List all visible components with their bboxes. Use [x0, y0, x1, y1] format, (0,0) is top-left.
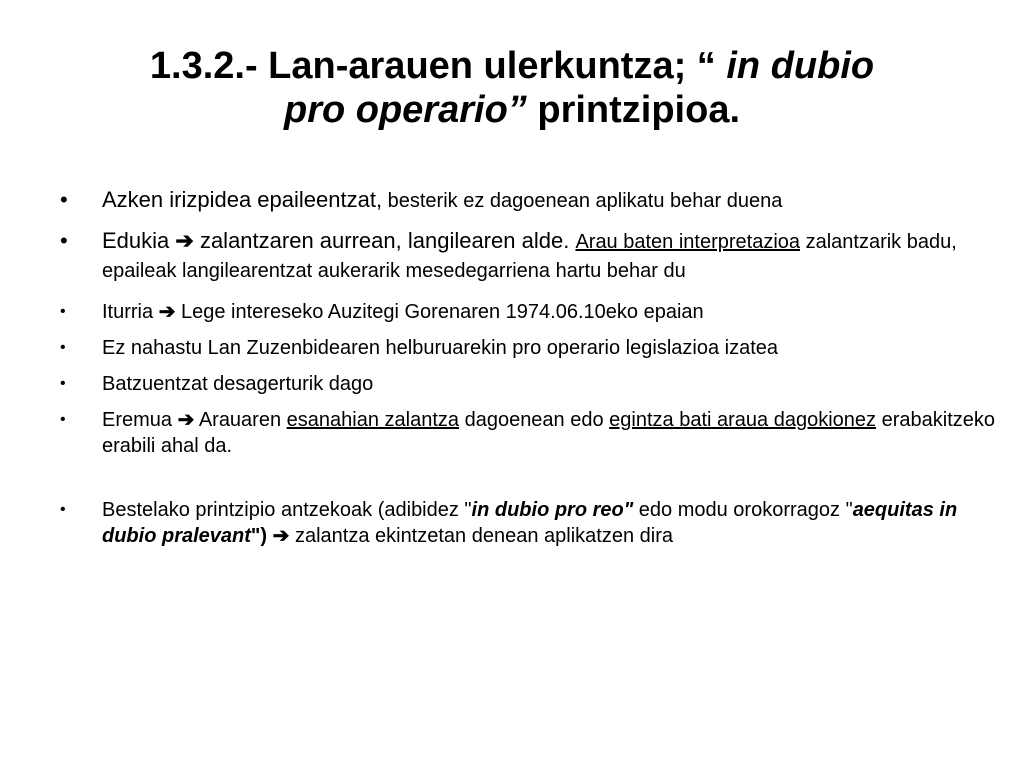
bullet-6-underlined-2: egintza bati araua dagokionez — [609, 409, 877, 431]
bullet-7-bold-1: ") — [250, 525, 268, 547]
bullet-2-text-3: zalantzarik badu, epaileak langilearentzat aukerarik mesedegarriena hartu behar du — [102, 231, 957, 282]
bullet-dot: • — [60, 411, 66, 428]
bullet-7-bold-italic-1: in dubio pro reo" — [471, 499, 634, 521]
bullet-list — [56, 186, 1016, 559]
bullet-dot: • — [60, 501, 66, 518]
title-suffix: printzipioa. — [526, 89, 741, 131]
bullet-item-7 — [56, 497, 1016, 549]
bullet-3-text-2: Lege intereseko Auzitegi Gorenaren 1974.06.10eko epaian — [175, 301, 704, 323]
arrow-right-icon: ➔ — [175, 228, 194, 253]
bullet-6-text-3: dagoenean edo — [459, 409, 610, 431]
bullet-item-4 — [56, 335, 1016, 361]
bullet-1-small-text: besterik ez dagoenean aplikatu behar duena — [382, 190, 783, 212]
bullet-7-bold-italic-2: aequitas in dubio pralevant — [102, 499, 958, 547]
bullet-dot: • — [60, 339, 66, 356]
bullet-dot: • — [60, 228, 68, 253]
slide-title — [40, 44, 984, 132]
arrow-right-icon: ➔ — [158, 301, 176, 323]
bullet-item-6 — [56, 407, 1016, 459]
bullet-dot: • — [60, 187, 68, 212]
bullet-item-3 — [56, 299, 1016, 325]
title-italic-part-2: pro operario” — [283, 89, 527, 131]
bullet-3-text-1: Iturria — [102, 301, 159, 323]
bullet-6-underlined-1: esanahian zalantza — [286, 409, 460, 431]
arrow-right-icon: ➔ — [272, 525, 290, 547]
bullet-item-5 — [56, 371, 1016, 397]
bullet-7-text-1: Bestelako printzipio antzekoak (adibidez " — [102, 499, 472, 521]
bullet-item-1 — [56, 186, 1016, 215]
arrow-right-icon: ➔ — [177, 409, 195, 431]
bullet-dot: • — [60, 303, 66, 320]
bullet-2-text-2: zalantzaren aurrean, langilearen alde. — [193, 228, 570, 253]
bullet-1-large-text: Azken irizpidea epaileentzat, — [102, 187, 383, 212]
bullet-item-2 — [56, 227, 1016, 285]
bullet-7-text-2: edo modu orokorragoz " — [633, 499, 853, 521]
title-italic-part-1: in dubio — [715, 45, 875, 87]
bullet-2-underlined-1: Arau baten interpretazioa — [575, 231, 801, 253]
bullet-6-text-4: erabakitzeko erabili ahal da. — [102, 409, 996, 457]
title-prefix: 1.3.2.- Lan-arauen ulerkuntza; “ — [149, 45, 716, 87]
bullet-5-text: Batzuentzat desagerturik dago — [102, 373, 374, 395]
spacer — [56, 469, 1016, 497]
bullet-6-text-1: Eremua — [102, 409, 178, 431]
bullet-2-text-1: Edukia — [102, 228, 176, 253]
bullet-4-text: Ez nahastu Lan Zuzenbidearen helburuarekin pro operario legislazioa izatea — [102, 337, 778, 359]
bullet-dot: • — [60, 375, 66, 392]
bullet-7-text-4: zalantza ekintzetan denean aplikatzen dira — [289, 525, 673, 547]
bullet-6-text-2: Arauaren — [194, 409, 287, 431]
